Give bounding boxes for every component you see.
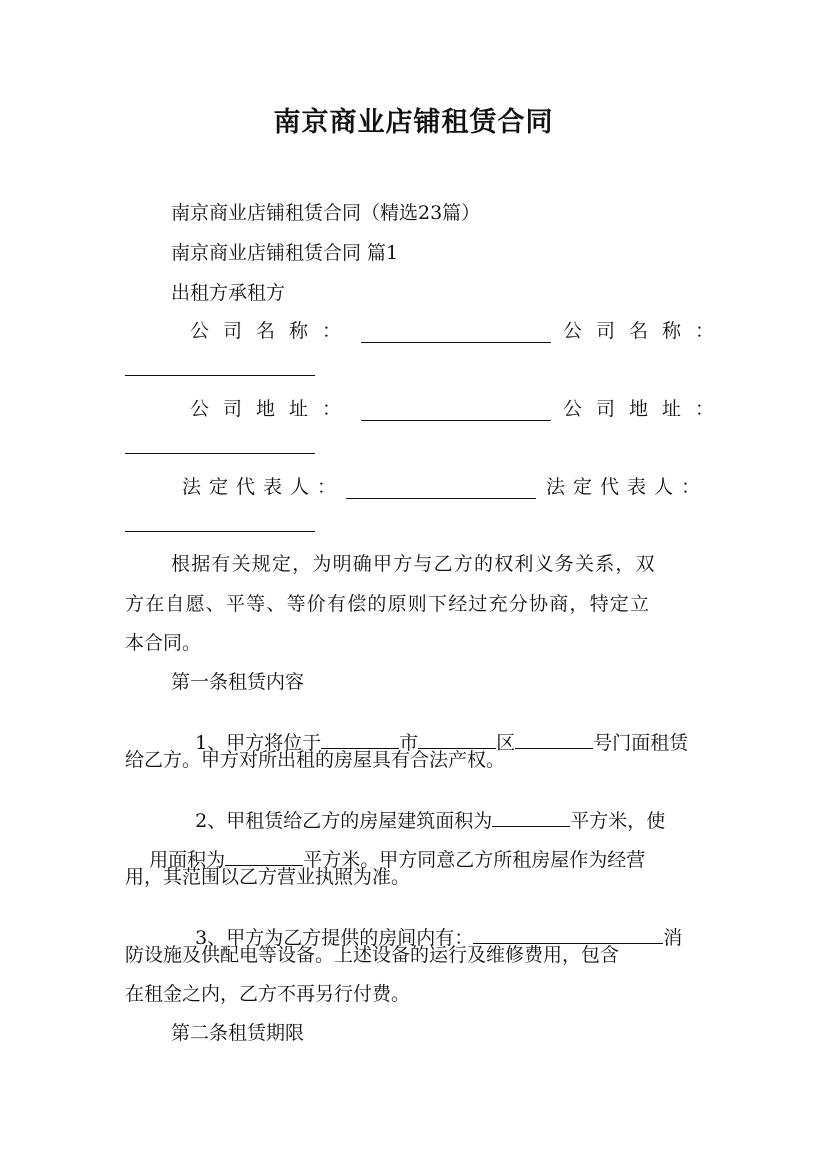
- legal-rep-blank-lessee: [125, 511, 315, 532]
- parties-header: 出租方承租方: [171, 282, 286, 304]
- clause-2-text-c: 用面积为: [149, 849, 226, 871]
- company-name-row: [190, 316, 728, 343]
- company-address-label-lessor: 公司地址：: [190, 398, 356, 420]
- collection-subtitle: 南京商业店铺租赁合同（精选23篇）: [171, 202, 481, 224]
- clause-3-line-2: 防设施及供配电等设备。上述设备的运行及维修费用，包含: [125, 944, 620, 966]
- company-name-blank-lessee: [125, 355, 315, 376]
- company-address-row: [190, 394, 728, 421]
- clause-1-text-d: 号门面租赁: [593, 732, 689, 754]
- article-2-heading: 第二条租赁期限: [171, 1022, 305, 1044]
- preamble-line-1: 根据有关规定，为明确甲方与乙方的权利义务关系，双: [171, 553, 656, 575]
- document-title: 南京商业店铺租赁合同: [273, 107, 554, 138]
- company-name-label-lessee: 公司名称：: [563, 320, 729, 342]
- clause-3-text-b: 消: [663, 927, 683, 949]
- preamble-line-2: 方在自愿、平等、等价有偿的原则下经过充分协商，特定立: [125, 593, 651, 615]
- company-address-label-lessee: 公司地址：: [563, 398, 729, 420]
- clause-3-text-a: 3、甲方为乙方提供的房间内有：: [195, 927, 474, 949]
- legal-rep-blank-lessor: [346, 479, 536, 499]
- clause-1-text-b: 市: [399, 732, 419, 754]
- preamble-line-3: 本合同。: [125, 632, 202, 654]
- part-subtitle: 南京商业店铺租赁合同 篇1: [171, 242, 399, 264]
- company-name-blank-lessor: [361, 323, 551, 343]
- clause-3-line-3: 在租金之内，乙方不再另行付费。: [125, 983, 411, 1005]
- clause-1-line-2: 给乙方。甲方对所出租的房屋具有合法产权。: [125, 749, 506, 771]
- clause-1-text-a: 1、甲方将位于: [195, 732, 322, 754]
- article-1-heading: 第一条租赁内容: [171, 671, 305, 693]
- clause-2-text-b: 平方米，使: [570, 810, 666, 832]
- number-blank: [515, 729, 593, 749]
- legal-rep-label-lessor: 法定代表人：: [182, 476, 345, 498]
- clause-2-text-d: 平方米。甲方同意乙方所租房屋作为经营: [303, 849, 646, 871]
- clause-2-line-3: 用，其范围以乙方营业执照为准。: [125, 866, 411, 888]
- company-name-label-lessor: 公司名称：: [190, 320, 356, 342]
- company-address-blank-lessor: [361, 401, 551, 421]
- clause-1-text-c: 区: [496, 732, 516, 754]
- clause-2-text-a: 2、甲租赁给乙方的房屋建筑面积为: [195, 810, 493, 832]
- legal-rep-label-lessee: 法定代表人：: [546, 476, 709, 498]
- company-address-blank-lessee: [125, 433, 315, 454]
- legal-rep-row: [182, 472, 708, 499]
